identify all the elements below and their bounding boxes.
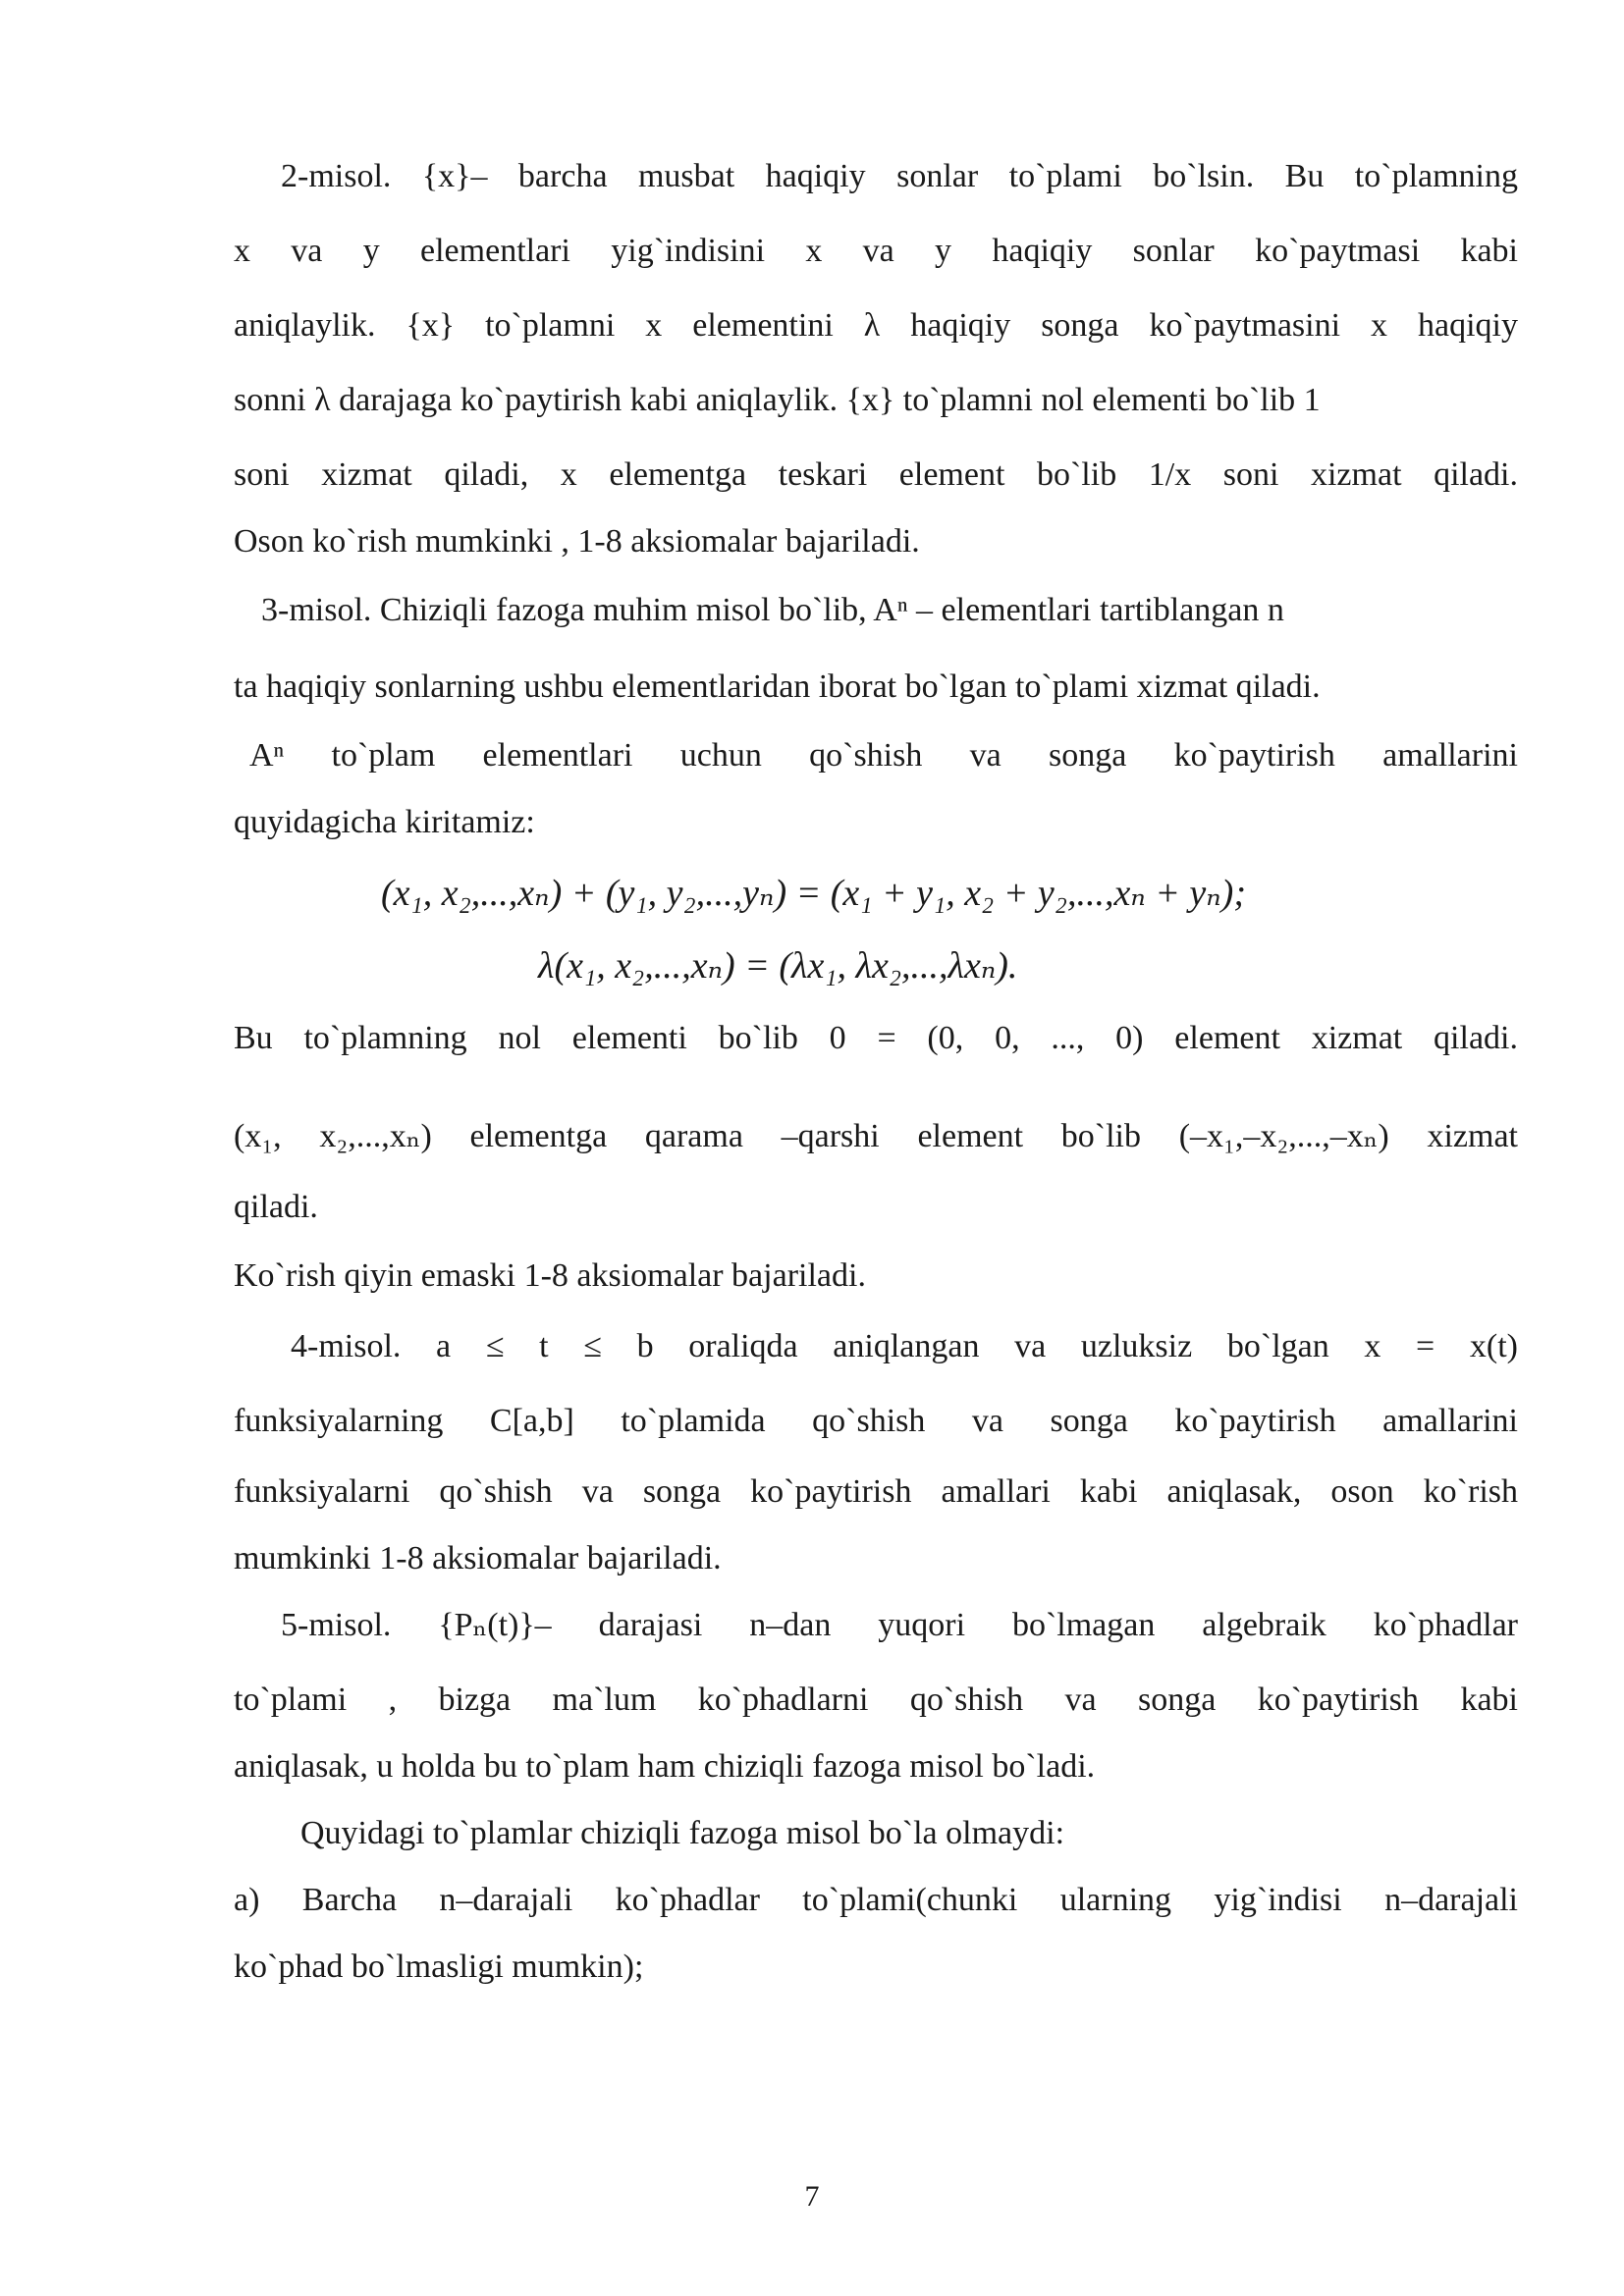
ex2-line-1: 2-misol. {x}– barcha musbat haqiqiy sonlar to`plami bo`lsin. Bu to`plamning	[281, 158, 1518, 194]
ex3-line-4: quyidagicha kiritamiz:	[234, 804, 535, 840]
ex4-line-4: mumkinki 1-8 aksiomalar bajariladi.	[234, 1540, 722, 1576]
ex3-line-7: qiladi.	[234, 1189, 318, 1225]
ex3-line-3: Aⁿ to`plam elementlari uchun qo`shish va songa ko`paytirish amallarini	[249, 737, 1518, 774]
ex3-line-1: 3-misol. Chiziqli fazoga muhim misol bo`lib, Aⁿ – elementlari tartiblangan n	[261, 592, 1284, 628]
ex4-line-2: funksiyalarning C[a,b] to`plamida qo`shish va songa ko`paytirish amallarini	[234, 1403, 1518, 1439]
nonexample-a-line-2: ko`phad bo`lmasligi mumkin);	[234, 1949, 644, 1985]
ex3-line-5: Bu to`plamning nol elementi bo`lib 0 = (0, 0, ..., 0) element xizmat qiladi.	[234, 1020, 1518, 1056]
ex3-line-8: Ko`rish qiyin emaski 1-8 aksiomalar bajariladi.	[234, 1257, 866, 1294]
ex2-line-2: x va y elementlari yig`indisini x va y haqiqiy sonlar ko`paytmasi kabi	[234, 233, 1518, 269]
ex2-line-4: sonni λ darajaga ko`paytirish kabi aniqlaylik. {x} to`plamni nol elementi bo`lib 1	[234, 382, 1321, 418]
equation-addition: (x₁, x₂,...,xₙ) + (y₁, y₂,...,yₙ) = (x₁ + y₁, x₂ + y₂,...,xₙ + yₙ);	[381, 873, 1246, 914]
ex3-line-2: ta haqiqiy sonlarning ushbu elementlaridan iborat bo`lgan to`plami xizmat qiladi.	[234, 668, 1321, 705]
ex5-line-1: 5-misol. {Pₙ(t)}– darajasi n–dan yuqori bo`lmagan algebraik ko`phadlar	[281, 1607, 1518, 1643]
ex5-line-3: aniqlasak, u holda bu to`plam ham chiziqli fazoga misol bo`ladi.	[234, 1748, 1096, 1785]
ex2-line-3: aniqlaylik. {x} to`plamni x elementini λ haqiqiy songa ko`paytmasini x haqiqiy	[234, 307, 1518, 344]
nonexample-a-line-1: a) Barcha n–darajali ko`phadlar to`plami(chunki ularning yig`indisi n–darajali	[234, 1882, 1518, 1918]
nonexamples-intro: Quyidagi to`plamlar chiziqli fazoga misol bo`la olmaydi:	[300, 1815, 1065, 1851]
equation-scalar-multiplication: λ(x₁, x₂,...,xₙ) = (λx₁, λx₂,...,λxₙ).	[538, 945, 1018, 987]
ex2-line-6: Oson ko`rish mumkinki , 1-8 aksiomalar bajariladi.	[234, 523, 920, 560]
ex4-line-3: funksiyalarni qo`shish va songa ko`paytirish amallari kabi aniqlasak, oson ko`rish	[234, 1473, 1518, 1510]
ex3-line-6: (x₁, x₂,...,xₙ) elementga qarama –qarshi element bo`lib (–x₁,–x₂,...,–xₙ) xizmat	[234, 1118, 1518, 1154]
ex4-line-1: 4-misol. a ≤ t ≤ b oraliqda aniqlangan va uzluksiz bo`lgan x = x(t)	[291, 1328, 1518, 1364]
ex2-line-5: soni xizmat qiladi, x elementga teskari element bo`lib 1/x soni xizmat qiladi.	[234, 456, 1518, 493]
ex5-line-2: to`plami , bizga ma`lum ko`phadlarni qo`shish va songa ko`paytirish kabi	[234, 1682, 1518, 1718]
page-number: 7	[804, 2180, 820, 2213]
